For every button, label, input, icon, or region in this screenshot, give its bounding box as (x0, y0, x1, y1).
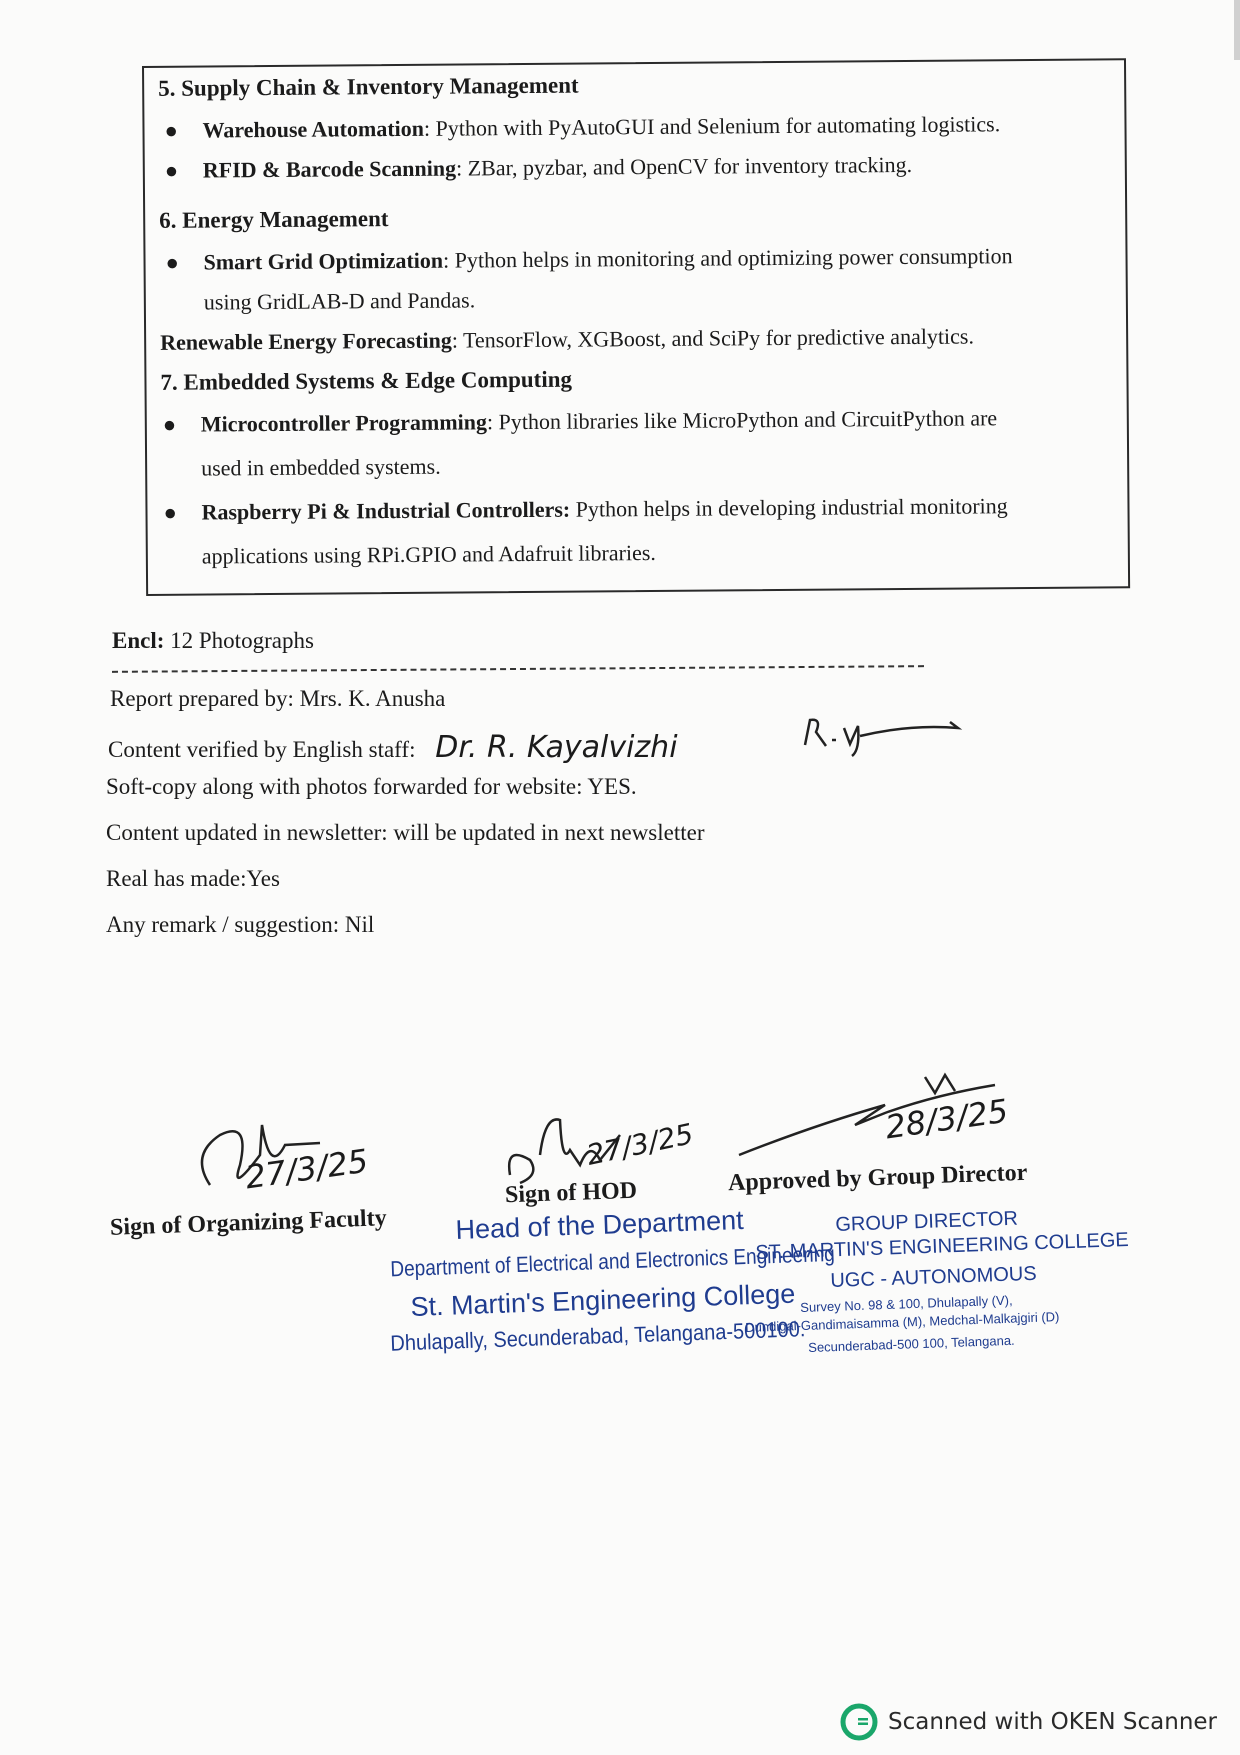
scan-edge-shadow (1234, 0, 1240, 60)
director-date: 28/3/25 (882, 1091, 1011, 1147)
item-continuation: using GridLAB-D and Pandas. (203, 287, 476, 315)
encl-label: Encl: (112, 628, 165, 653)
hod-stamp-title: Head of the Department (455, 1204, 745, 1245)
director-stamp-autonomous: UGC - AUTONOMOUS (830, 1262, 1037, 1292)
director-stamp-title: GROUP DIRECTOR (835, 1207, 1019, 1236)
item-term: Renewable Energy Forecasting (160, 327, 452, 355)
faculty-sign-label: Sign of Organizing Faculty (109, 1205, 388, 1241)
encl-value: 12 Photographs (170, 628, 314, 653)
item-term: Microcontroller Programming (200, 409, 488, 437)
list-item (164, 151, 913, 184)
item-term: Warehouse Automation (202, 115, 425, 143)
remark-line: Any remark / suggestion: Nil (106, 912, 375, 937)
item-continuation: applications using RPi.GPIO and Adafruit libraries. (201, 539, 656, 569)
hod-stamp-dept: Department of Electrical and Electronics Engineering (390, 1242, 836, 1283)
list-item (165, 243, 1013, 275)
item-term: Raspberry Pi & Industrial Controllers: (201, 496, 571, 525)
item-text: Python helps in developing industrial monitoring (570, 493, 1008, 522)
section-title-supply-chain: 5. Supply Chain & Inventory Management (158, 72, 579, 101)
list-item (164, 111, 1001, 143)
bullet-icon: ● (163, 499, 177, 525)
newsletter-line: Content updated in newsletter: will be updated in next newsletter (106, 820, 705, 845)
item-term: RFID & Barcode Scanning (202, 155, 457, 183)
item-continuation: used in embedded systems. (201, 453, 441, 481)
director-stamp-college: ST. MARTIN'S ENGINEERING COLLEGE (755, 1228, 1130, 1264)
item-text: : Python libraries like MicroPython and CircuitPython are (486, 405, 998, 435)
director-sign-label: Approved by Group Director (727, 1159, 1028, 1197)
verified-label: Content verified by English staff: (108, 737, 416, 762)
content-box (142, 58, 1130, 596)
scanner-text: Scanned with OKEN Scanner (888, 1709, 1217, 1735)
real-line: Real has made:Yes (106, 866, 280, 891)
item-text: : Python with PyAutoGUI and Selenium for automating logistics. (423, 111, 1001, 141)
bullet-icon: ● (162, 411, 177, 437)
director-stamp-city: Secunderabad-500 100, Telangana. (808, 1332, 1015, 1355)
director-stamp-district: Dundigal-Gandimaisamma (M), Medchal-Malkajgiri (D) (745, 1309, 1060, 1335)
verified-handwritten: Dr. R. Kayalvizhi (435, 730, 678, 765)
faculty-date: 27/3/25 (242, 1141, 371, 1197)
softcopy-line: Soft-copy along with photos forwarded for website: YES. (106, 774, 637, 799)
hod-stamp-address: Dhulapally, Secunderabad, Telangana-500100. (390, 1317, 806, 1357)
bullet-icon: ● (165, 249, 179, 275)
hod-sign-label: Sign of HOD (504, 1177, 638, 1209)
hod-date: 27/3/25 (583, 1117, 697, 1172)
bullet-icon: ● (164, 157, 179, 183)
hod-stamp-college: St. Martin's Engineering College (410, 1278, 796, 1322)
list-item (160, 323, 974, 355)
scanner-watermark (840, 1700, 1217, 1744)
item-text: : ZBar, pyzbar, and OpenCV for inventory tracking. (455, 151, 913, 181)
dashed-divider (112, 665, 924, 673)
director-stamp-survey: Survey No. 98 & 100, Dhulapally (V), (800, 1292, 1013, 1315)
verifier-signature-icon (800, 710, 980, 760)
verified-by (108, 730, 678, 765)
enclosure-line (112, 628, 314, 654)
list-item (163, 493, 1008, 525)
bullet-icon: ● (164, 117, 178, 143)
section-title-embedded: 7. Embedded Systems & Edge Computing (160, 366, 573, 395)
item-term: Smart Grid Optimization (203, 247, 444, 275)
list-item (162, 405, 998, 437)
item-text: : TensorFlow, XGBoost, and SciPy for predictive analytics. (451, 323, 975, 353)
item-text: : Python helps in monitoring and optimizing power consumption (442, 243, 1013, 273)
section-title-energy: 6. Energy Management (159, 206, 389, 233)
oken-scanner-logo-icon (840, 1703, 878, 1741)
prepared-by: Report prepared by: Mrs. K. Anusha (110, 686, 446, 711)
